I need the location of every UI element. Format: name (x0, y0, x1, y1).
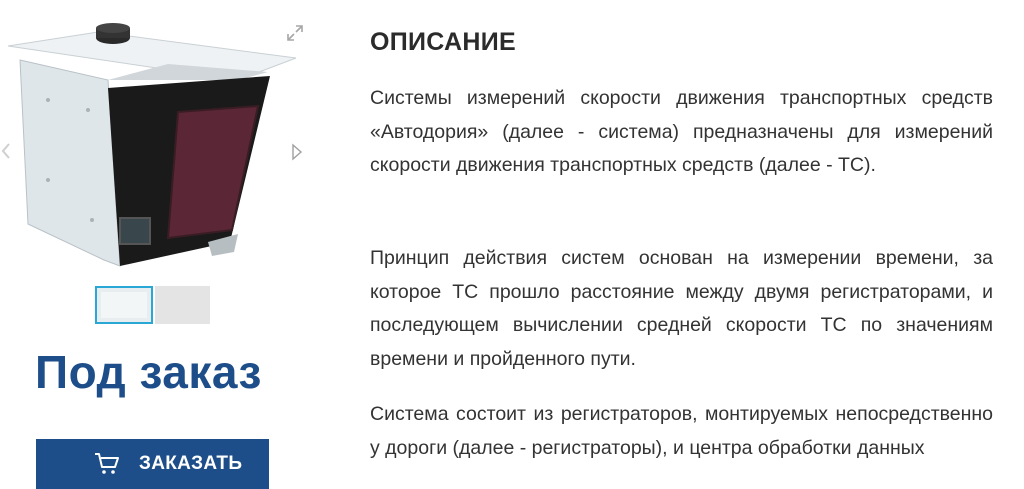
thumbnail-1-image (101, 292, 147, 318)
product-gallery (0, 0, 320, 330)
order-button-label: ЗАКАЗАТЬ (139, 453, 243, 474)
thumbnail-2[interactable] (155, 286, 210, 324)
description-paragraph-3: Система состоит из регистраторов, монтируемых непосредственно у дороги (далее - регистраторы), и центра обработки данных (370, 403, 993, 459)
description-paragraph-2: Принцип действия систем основан на измерении времени, за которое ТС прошло расстояние между двумя регистраторами, и последующем вычислении средней скорости ТС по значениям времени и пройденного пути. (370, 247, 993, 370)
description-paragraph-1: Системы измерений скорости движения транспортных средств «Автодория» (далее - система) предназначены для измерений скорости движения транспортных средств (далее - ТС). (370, 87, 993, 176)
order-button[interactable] (36, 439, 269, 489)
description-title: ОПИСАНИЕ (370, 28, 516, 56)
product-image[interactable] (8, 20, 298, 276)
expand-icon[interactable] (286, 24, 304, 42)
thumbnail-1[interactable] (95, 286, 153, 324)
cart-icon (94, 451, 120, 475)
chevron-left-icon[interactable] (0, 142, 12, 160)
availability-status: Под заказ (35, 346, 262, 398)
chevron-right-icon[interactable] (290, 142, 304, 162)
